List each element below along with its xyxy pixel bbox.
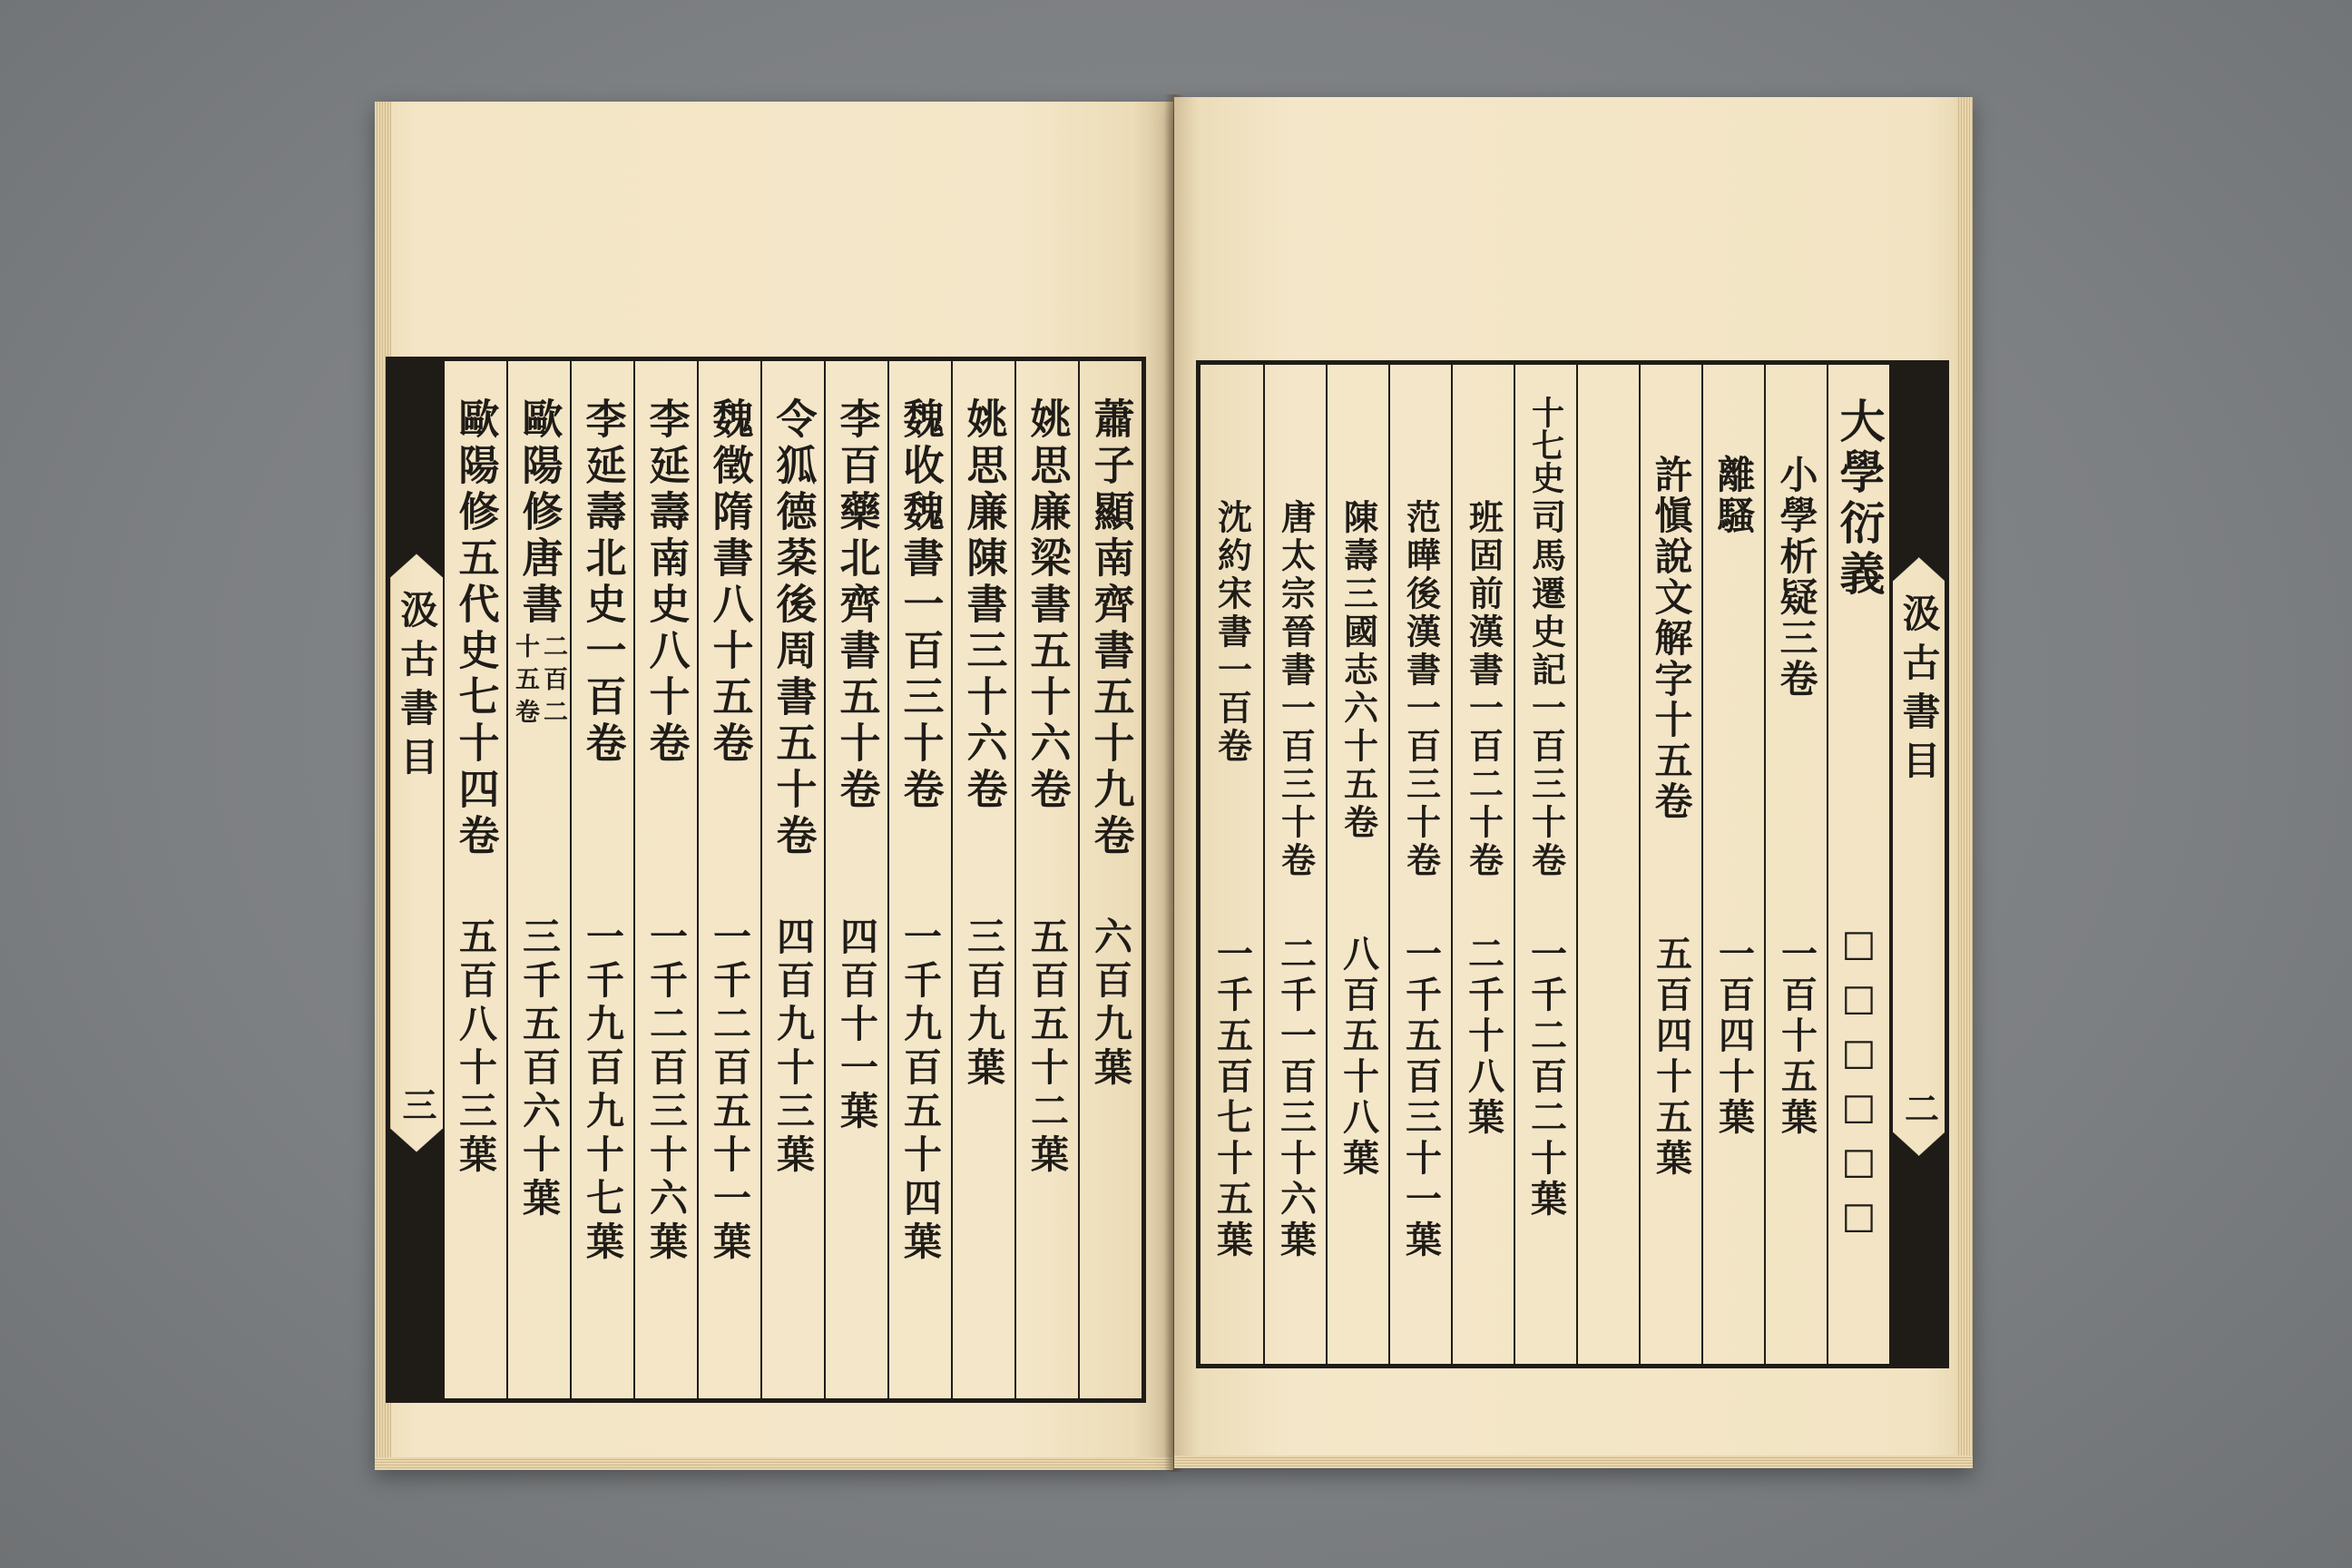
catalog-entry [697,361,760,1398]
catalog-entry [1263,365,1326,1364]
entry-title: 魏收魏書一百三十卷 [896,397,945,814]
catalog-entry [760,361,824,1398]
fold-margin [1889,365,1945,1364]
entry-leaf-count: 一百十五葉 [1775,935,1818,1139]
catalog-entry [1200,365,1263,1364]
entry-leaf-count: 六百九葉 [1089,916,1133,1091]
entry-title: 歐陽修唐書 [514,397,564,629]
page-number: 二 [1898,1091,1940,1125]
entry-leaf-count: 一千五百七十五葉 [1210,935,1254,1261]
entry-leaf-count: 一千九百五十四葉 [898,916,943,1265]
note-line: 二百二 [539,633,567,731]
margin-book-title: 汲古書目 [395,590,439,786]
catalog-entry [570,361,633,1398]
catalog-entry [506,361,570,1398]
entry-leaf-count: 五百八十三葉 [454,916,498,1178]
entry-leaf-count: 二千十八葉 [1462,935,1505,1139]
page-stack-edge-bottom [1174,1455,1973,1468]
fishtail-mark [390,554,443,577]
catalog-entry [1701,365,1764,1364]
black-band-top [390,361,443,554]
entry-title: 姚思廉陳書三十六卷 [959,397,1008,814]
left-page-print-frame [386,357,1146,1403]
catalog-entry [1514,365,1576,1364]
entry-title: 司馬遷史記一百三十卷 [1525,499,1567,880]
entry-leaf-count: 一千九百九十七葉 [581,916,625,1265]
page-number: 三 [397,1087,437,1122]
entry-title: 小學析疑三卷 [1774,455,1819,700]
catalog-entry [1014,361,1078,1398]
entry-leaf-count: 一千二百二十葉 [1524,935,1568,1220]
lacuna-boxes: □□□□□□ [1838,923,1880,1250]
catalog-entry [1078,361,1142,1398]
black-band-top [1893,365,1945,557]
catalog-entry [1388,365,1451,1364]
page-stack-edge-bottom [375,1457,1173,1470]
catalog-entry [633,361,697,1398]
left-page [375,102,1173,1470]
right-page [1174,97,1973,1468]
entry-leaf-count: 一千二百三十六葉 [644,916,689,1265]
entry-title: 歐陽修五代史七十四卷 [451,397,500,860]
entry-title: 魏徵隋書八十五卷 [705,397,754,768]
interlinear-note [513,633,565,731]
entry-leaf-count: 一千五百三十一葉 [1399,935,1443,1261]
entry-title: 李延壽南史八十卷 [642,397,691,768]
entry-title: 唐太宗晉書一百三十卷 [1275,499,1317,880]
entry-title: 離騷 [1711,455,1757,536]
entry-leaf-count: 四百十一葉 [835,916,879,1134]
catalog-entry [1827,365,1889,1364]
catalog-entry [1764,365,1827,1364]
right-page-print-frame [1196,360,1949,1368]
entry-title: 許愼說文解字十五卷 [1649,455,1694,822]
blank-column [1576,365,1639,1364]
entry-leaf-count: 三千五百六十葉 [517,916,562,1221]
catalog-entry [1326,365,1388,1364]
section-heading: 十七史 [1526,396,1565,494]
entry-title: 班固前漢書一百二十卷 [1463,499,1504,880]
note-line: 十五卷 [511,633,539,731]
catalog-entry [1451,365,1514,1364]
catalog-entry [824,361,887,1398]
entry-title: 令狐德棻後周書五十卷 [769,397,818,860]
black-band-bottom [1893,1156,1945,1364]
entry-title: 大學衍義 [1832,397,1886,601]
fishtail-mark [390,1129,443,1152]
black-band-bottom [390,1152,443,1398]
entry-title: 蕭子顯南齊書五十九卷 [1086,397,1135,860]
entry-leaf-count: 三百九葉 [962,916,1006,1091]
catalog-entry [443,361,506,1398]
catalog-entry [887,361,951,1398]
entry-leaf-count: 一千二百五十一葉 [708,916,752,1265]
entry-title: 姚思廉梁書五十六卷 [1023,397,1072,814]
catalog-entry [1639,365,1701,1364]
entry-leaf-count: 四百九十三葉 [771,916,816,1178]
entry-leaf-count: 八百五十八葉 [1337,935,1380,1180]
entry-title: 陳壽三國志六十五卷 [1338,499,1379,842]
entry-title: 李百藥北齊書五十卷 [832,397,881,814]
entry-title: 沈約宋書一百卷 [1211,499,1253,766]
entry-title: 李延壽北史一百卷 [578,397,627,768]
page-stack-edge [1956,97,1973,1468]
fold-margin [390,361,443,1398]
margin-book-title: 汲古書目 [1896,593,1942,789]
fishtail-mark [1893,1132,1945,1156]
entry-leaf-count: 二千一百三十六葉 [1274,935,1318,1261]
fishtail-mark [1893,557,1945,581]
catalog-entry [951,361,1014,1398]
entry-leaf-count: 五百五十二葉 [1025,916,1070,1178]
entry-leaf-count: 五百四十五葉 [1650,935,1693,1180]
entry-title: 范曄後漢書一百三十卷 [1400,499,1442,880]
entry-leaf-count: 一百四十葉 [1712,935,1756,1139]
